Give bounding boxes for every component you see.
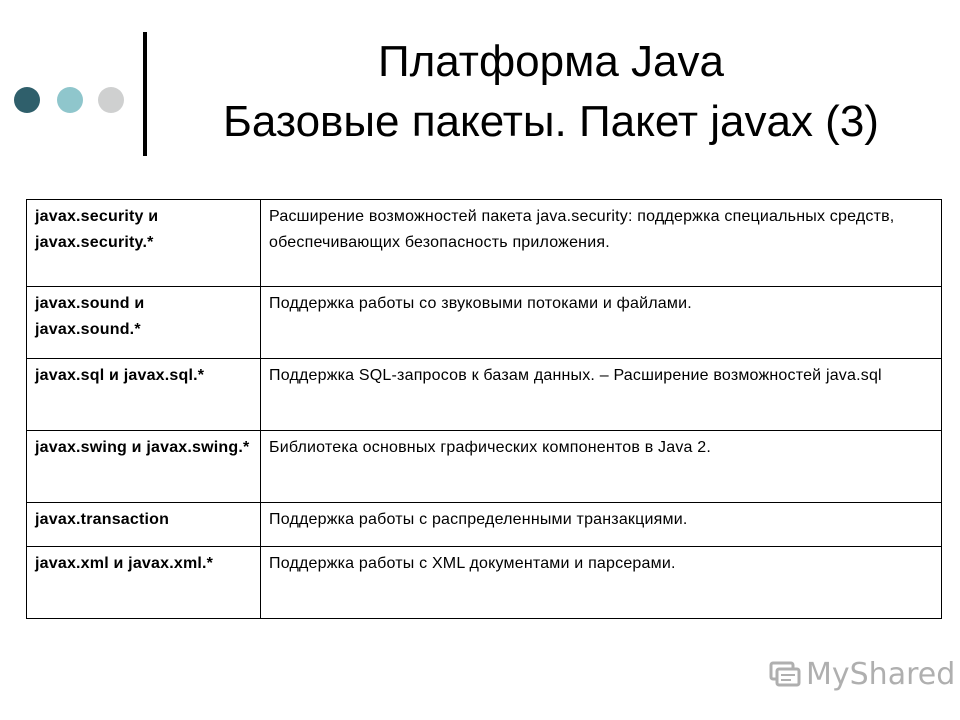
package-name-cell: javax.security и javax.security.* — [27, 200, 261, 287]
dot-gray — [98, 87, 124, 113]
watermark-logo[interactable] — [768, 656, 955, 692]
package-name-cell: javax.swing и javax.swing.* — [27, 431, 261, 503]
table-row — [27, 547, 942, 619]
package-description-cell: Поддержка работы с XML документами и парсерами. — [261, 547, 942, 619]
package-description-cell: Поддержка SQL-запросов к базам данных. – Расширение возможностей java.sql — [261, 359, 942, 431]
package-description-cell: Библиотека основных графических компонентов в Java 2. — [261, 431, 942, 503]
table-row — [27, 503, 942, 547]
watermark-text: MyShared — [806, 656, 956, 692]
slide-title-line-1: Платформа Java — [378, 37, 724, 86]
package-name-cell: javax.xml и javax.xml.* — [27, 547, 261, 619]
dot-dark — [14, 87, 40, 113]
slide-title-line-2: Базовые пакеты. Пакет javax (3) — [223, 97, 879, 146]
table-row — [27, 200, 942, 287]
table-row — [27, 431, 942, 503]
title-divider-line — [143, 32, 147, 156]
table-row — [27, 287, 942, 359]
table-row — [27, 359, 942, 431]
package-name-cell: javax.sql и javax.sql.* — [27, 359, 261, 431]
package-description-cell: Расширение возможностей пакета java.security: поддержка специальных средств, обеспечивающих безопасность приложения. — [261, 200, 942, 287]
package-description-cell: Поддержка работы с распределенными транзакциями. — [261, 503, 942, 547]
dot-light-teal — [57, 87, 83, 113]
decorative-dots — [14, 87, 124, 113]
package-description-cell: Поддержка работы со звуковыми потоками и файлами. — [261, 287, 942, 359]
package-name-cell: javax.sound и javax.sound.* — [27, 287, 261, 359]
myshared-logo-icon — [768, 657, 802, 691]
packages-table — [26, 199, 942, 619]
package-name-cell: javax.transaction — [27, 503, 261, 547]
